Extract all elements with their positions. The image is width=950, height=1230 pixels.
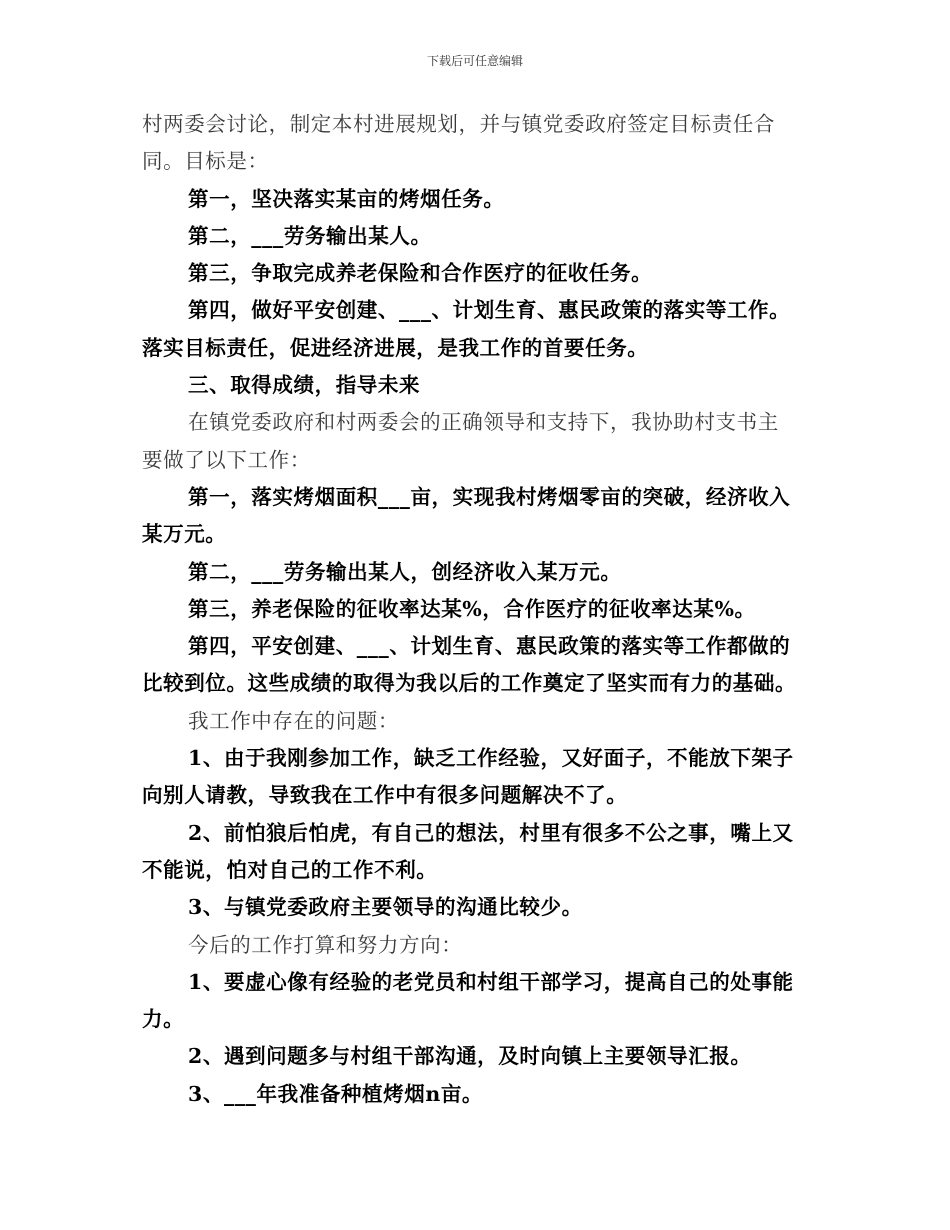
text-line: 要做了以下工作：	[142, 447, 311, 472]
text-line: 2、前怕狼后怕虎，有自己的想法，村里有很多不公之事，嘴上又	[188, 820, 794, 845]
text-line: 第三，争取完成养老保险和合作医疗的征收任务。	[188, 261, 653, 286]
text-line: 比较到位。这些成绩的取得为我以后的工作奠定了坚实而有力的基础。	[142, 671, 797, 696]
text-line: 第一，坚决落实某亩的烤烟任务。	[188, 186, 505, 211]
text-line: 力。	[142, 1007, 185, 1032]
text-line: 向别人请教，导致我在工作中有很多问题解决不了。	[142, 783, 628, 808]
text-line: 第一，落实烤烟面积___亩，实现我村烤烟零亩的突破，经济收入	[188, 484, 791, 509]
text-line: 1、由于我刚参加工作，缺乏工作经验，又好面子，不能放下架子	[188, 746, 794, 771]
text-line: 某万元。	[142, 522, 227, 547]
text-line: 第四，做好平安创建、___、计划生育、惠民政策的落实等工作。	[188, 298, 791, 323]
text-line: 1、要虚心像有经验的老党员和村组干部学习，提高自己的处事能	[188, 969, 794, 994]
text-line: 第二，___劳务输出某人。	[188, 223, 432, 248]
text-line: 在镇党委政府和村两委会的正确领导和支持下，我协助村支书主	[188, 410, 779, 435]
text-line: 3、___年我准备种植烤烟n亩。	[188, 1081, 484, 1106]
text-line: 我工作中存在的问题：	[188, 708, 399, 733]
text-line: 2、遇到问题多与村组干部沟通，及时向镇上主要领导汇报。	[188, 1044, 752, 1069]
text-line: 今后的工作打算和努力方向：	[188, 932, 463, 957]
text-line: 第三，养老保险的征收率达某%，合作医疗的征收率达某%。	[188, 596, 756, 621]
text-line: 第二，___劳务输出某人，创经济收入某万元。	[188, 559, 622, 584]
document-body	[142, 106, 812, 1113]
text-line: 落实目标责任，促进经济进展，是我工作的首要任务。	[142, 335, 649, 360]
text-line: 不能说，怕对自己的工作不利。	[142, 857, 438, 882]
page-header: 下载后可任意编辑	[426, 54, 523, 68]
text-line: 三、取得成绩，指导未来	[188, 373, 421, 398]
text-line: 3、与镇党委政府主要领导的沟通比较少。	[188, 895, 583, 920]
text-line: 村两委会讨论，制定本村进展规划，并与镇党委政府签定目标责任合	[142, 112, 775, 136]
text-line: 第四，平安创建、___、计划生育、惠民政策的落实等工作都做的	[188, 634, 791, 659]
text-line: 同。目标是：	[142, 149, 269, 174]
